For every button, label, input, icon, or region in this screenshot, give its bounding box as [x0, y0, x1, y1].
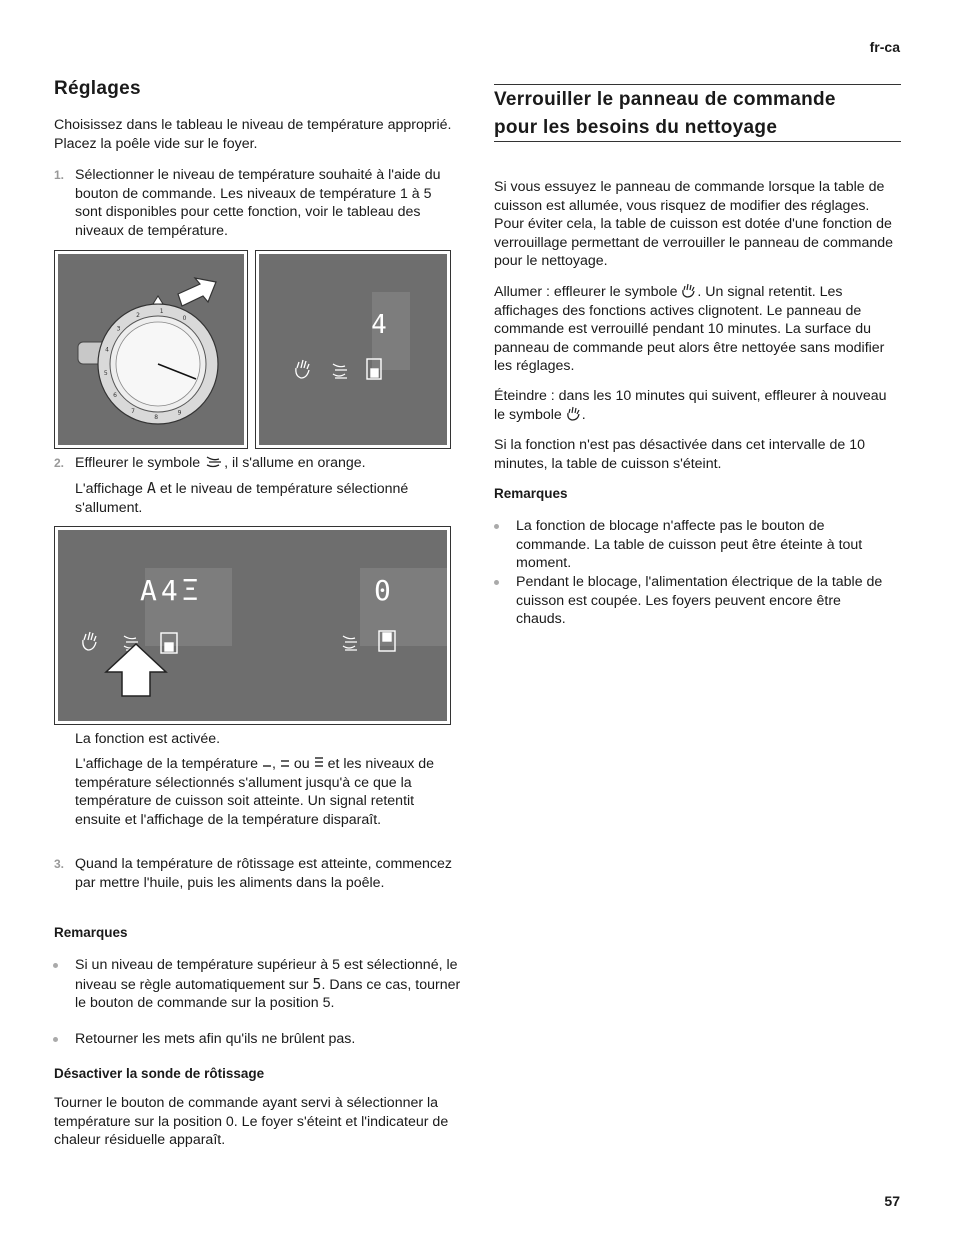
step-number: 1.	[54, 168, 65, 182]
knob-scale-label: 3	[116, 325, 121, 333]
frying-sensor-icon	[204, 455, 224, 469]
knob-panel	[58, 254, 244, 445]
temp-high-icon	[314, 756, 324, 768]
display-paragraph: L'affichage A et le niveau de température sélectionné s'allument.	[75, 479, 409, 516]
deactivate-paragraph: Tourner le bouton de commande ayant servi à sélectionner la température sur la position 0. Le foyer s'éteint et l'indicateur de chaleur résiduelle apparaît.	[54, 1095, 449, 1149]
step-text: Quand la température de rôtissage est atteinte, commencez par mettre l'huile, puis les aliments dans la poêle.	[75, 856, 452, 891]
remarks-heading-right: Remarques	[494, 486, 568, 501]
remark-item: Pendant le blocage, l'alimentation électrique de la table de cuisson est coupée. Les foyers peuvent encore être chauds.	[494, 573, 889, 629]
knob-scale-label: 4	[105, 346, 110, 354]
activated-text: La fonction est activée.	[75, 731, 221, 747]
step-text: Sélectionner le niveau de température souhaité à l'aide du bouton de commande. Les niveaux de température 1 à 5 sont disponibles pour cette fonction, voir le tableau des niveaux de température.	[75, 167, 441, 239]
pan-icon	[367, 359, 381, 379]
step-text: Effleurer le symbole	[75, 455, 201, 471]
bullet-dot	[494, 580, 499, 585]
title-rule-bottom	[494, 141, 901, 142]
knob-illustration	[58, 254, 244, 445]
display-A4-readout: A4Ξ	[140, 574, 203, 607]
knob-scale-label: 1	[159, 308, 164, 316]
step-3	[54, 855, 459, 892]
remark-item: Retourner les mets afin qu'ils ne brûlent pas.	[53, 1030, 463, 1049]
temp-mid-icon	[280, 756, 290, 768]
lock-hand-icon	[681, 283, 697, 298]
right-paragraph-1: Si vous essuyez le panneau de commande lorsque la table de cuisson est allumée, vous risquez de modifier des réglages. Pour éviter cela, la table de cuisson est dotée d'une fonction de verrouillage permettant de verrouiller le panneau de commande pour le nettoyage.	[494, 179, 894, 270]
step-2	[54, 454, 459, 473]
remarks-heading-left: Remarques	[54, 925, 128, 940]
figure-display-activated	[54, 526, 451, 725]
bullet-dot	[53, 1037, 58, 1042]
display-A-glyph: A	[146, 479, 156, 497]
temperature-display-paragraph: L'affichage de la température , ou et les niveaux de température sélectionnés s'allument jusqu'à ce que la température de cuisson soit atteinte. Un signal retentit ensuite et l'affichage de la température disparaît.	[75, 756, 435, 828]
step-1	[54, 166, 459, 240]
bullet-dot	[494, 524, 499, 529]
level-digit: 4	[371, 310, 387, 340]
knob-scale-label: 0	[182, 315, 187, 323]
display-panel-wide	[58, 530, 447, 721]
language-code: fr-ca	[869, 39, 900, 55]
bullet-dot	[53, 963, 58, 968]
display-symbols	[289, 356, 419, 386]
up-arrow-icon	[104, 642, 168, 698]
display-5-glyph: 5	[312, 974, 322, 993]
lock-hand-icon	[296, 360, 309, 378]
remark-item: La fonction de blocage n'affecte pas le bouton de commande. La table de cuisson peut être éteinte à tout moment.	[494, 517, 889, 573]
pan-icon	[379, 631, 395, 651]
right-paragraph-3: Éteindre : dans les 10 minutes qui suivent, effleurer à nouveau le symbole .	[494, 388, 887, 423]
frying-sensor-icon	[343, 636, 357, 650]
lock-hand-icon	[566, 406, 582, 421]
figure-knob	[54, 250, 248, 449]
knob-scale-label: 7	[131, 407, 136, 415]
knob-scale-label: 2	[136, 311, 141, 319]
knob-scale-label: 8	[154, 414, 159, 421]
deactivate-heading: Désactiver la sonde de rôtissage	[54, 1066, 265, 1081]
knob-scale-label: 9	[177, 409, 182, 417]
display-panel	[259, 254, 447, 445]
right-paragraph-4: Si la fonction n'est pas désactivée dans cet intervalle de 10 minutes, la table de cuisson s'éteint.	[494, 437, 866, 472]
right-paragraph-2: Allumer : effleurer le symbole . Un signal retentit. Les affichages des fonctions actives clignotent. Le panneau de commande est verrouillé pendant 10 minutes. La surface du panneau de commande peut alors être nettoyée sans modifier les réglages.	[494, 284, 885, 375]
step-number: 2.	[54, 456, 65, 470]
display-zero-readout: 0	[374, 574, 391, 607]
title-rule-top	[494, 84, 901, 85]
page-number: 57	[884, 1193, 900, 1209]
intro-paragraph: Choisissez dans le tableau le niveau de température approprié. Placez la poêle vide sur le foyer.	[54, 117, 452, 152]
step-number: 3.	[54, 857, 65, 871]
lock-hand-icon	[83, 632, 96, 650]
knob-scale-label: 5	[103, 370, 108, 378]
section-title-reglages: Réglages	[54, 78, 141, 99]
frying-sensor-icon	[333, 364, 347, 378]
temp-low-icon	[262, 756, 272, 768]
remark-item: Si un niveau de température supérieur à 5 est sélectionné, le niveau se règle automatiquement sur 5. Dans ce cas, tourner le bouton de commande sur la position 5.	[53, 956, 463, 1013]
section-title-verrouiller: Verrouiller le panneau de commande pour les besoins du nettoyage	[494, 89, 836, 138]
figure-display-level	[255, 250, 451, 449]
knob-scale-label: 6	[113, 392, 118, 400]
step-text: , il s'allume en orange.	[224, 455, 366, 471]
